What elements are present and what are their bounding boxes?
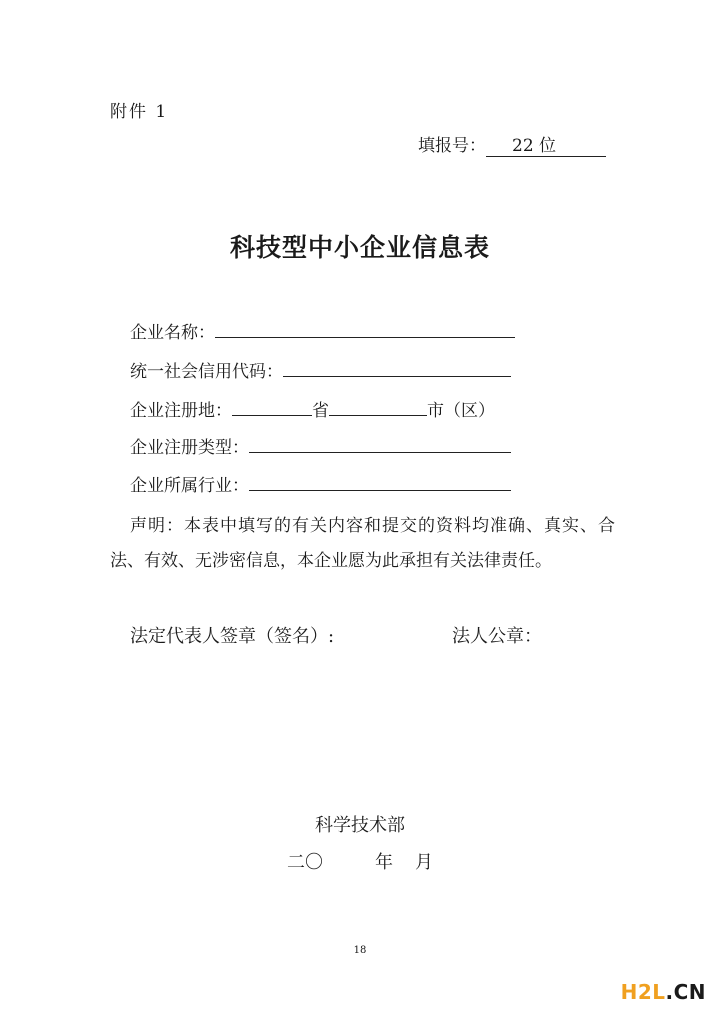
issue-date [0,848,720,874]
industry-label: 企业所属行业： [130,476,249,496]
company-seal: 法人公章： [452,626,542,647]
watermark-part1: H2L [620,980,666,1004]
registration-type-label: 企业注册类型： [130,438,249,458]
city-input[interactable] [329,399,427,416]
fill-number [418,131,606,157]
date-month: 月 [415,852,433,873]
registration-type-field [130,433,511,458]
declaration-statement: 声明：本表中填写的有关内容和提交的资料均准确、真实、合法、有效、无涉密信息，本企业愿为此承担有关法律责任。 [110,516,615,571]
legal-representative-signature: 法定代表人签章（签名）: [130,626,335,647]
registration-type-input[interactable] [249,436,511,453]
city-label: 市（区） [427,401,495,421]
province-input[interactable] [232,399,312,416]
industry-field [130,471,511,496]
watermark-part2: .CN [665,980,706,1004]
date-year: 年 [375,852,393,873]
issuing-authority: 科学技术部 [315,815,405,836]
fill-number-label: 填报号： [418,136,486,156]
company-name-input[interactable] [215,321,515,338]
registration-place-field [130,396,495,421]
fill-number-value[interactable]: 22 位 [486,131,606,157]
province-label: 省 [312,401,329,421]
company-name-field [130,318,515,343]
attachment-label: 附件 1 [110,102,169,122]
credit-code-label: 统一社会信用代码： [130,362,283,382]
page-number: 18 [353,945,367,956]
company-name-label: 企业名称： [130,323,215,343]
page-title: 科技型中小企业信息表 [229,233,490,262]
credit-code-input[interactable] [283,360,511,377]
registration-place-label: 企业注册地： [130,401,232,421]
credit-code-field [130,357,511,382]
industry-input[interactable] [249,474,511,491]
watermark-logo [621,980,706,1004]
date-prefix: 二〇 [287,852,323,873]
